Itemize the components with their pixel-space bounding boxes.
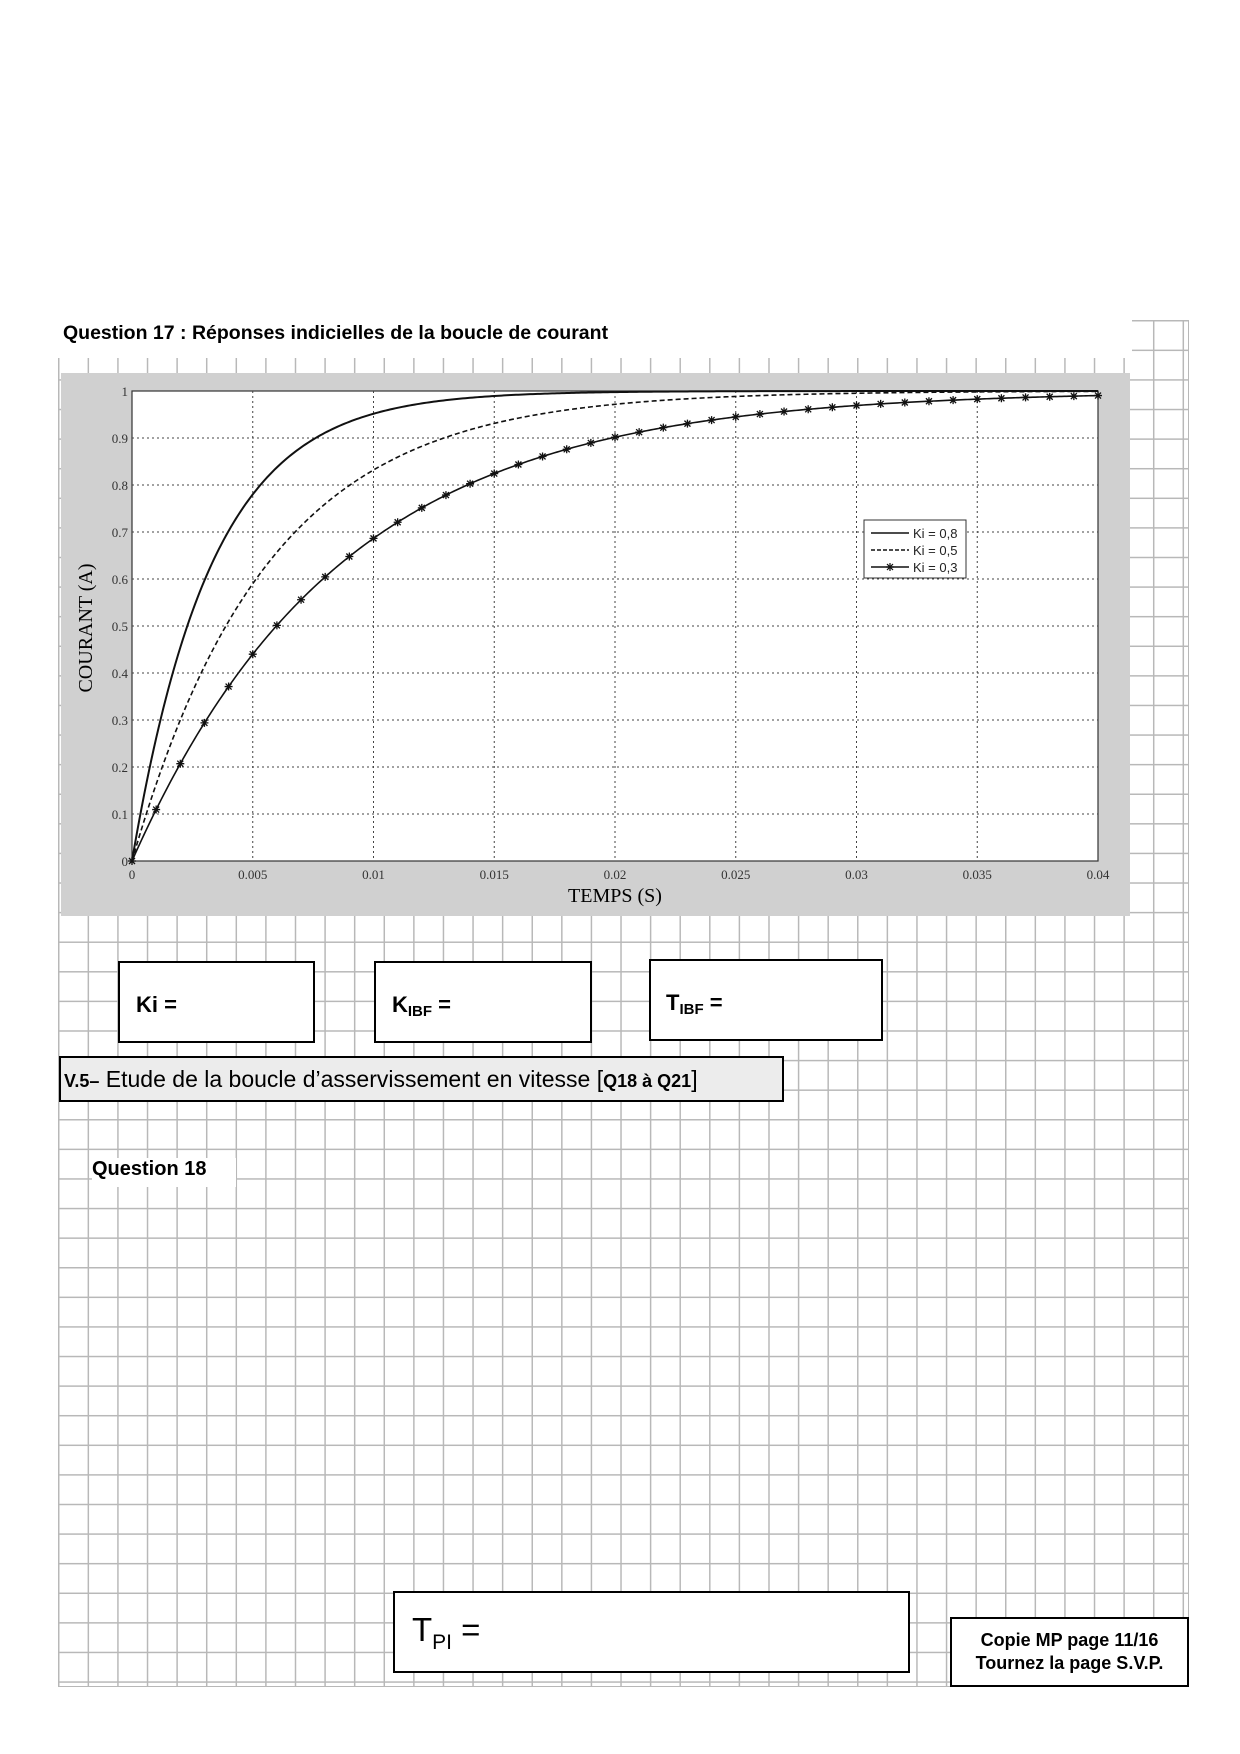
x-tick-label: 0 — [128, 867, 136, 882]
y-tick-label: 0.7 — [111, 525, 128, 540]
tpi-subscript: PI — [432, 1631, 453, 1654]
tibf-subscript: IBF — [679, 1001, 704, 1018]
y-tick-label: 1 — [121, 384, 128, 399]
series-3-star-marker — [442, 491, 450, 499]
y-axis-label: COURANT (A) — [75, 563, 97, 693]
x-tick-label: 0.04 — [1086, 867, 1110, 882]
tibf-label — [666, 990, 723, 1018]
section-number: V.5– — [64, 1071, 100, 1091]
series-3-star-marker — [539, 452, 547, 460]
legend-star-marker — [886, 563, 894, 571]
series-3-star-marker — [128, 857, 136, 865]
series-3-star-marker — [249, 650, 257, 658]
kibf-label — [392, 992, 451, 1020]
tibf-answer-box[interactable] — [649, 959, 883, 1041]
series-3-star-marker — [1022, 393, 1030, 401]
series-3-star-marker — [297, 596, 305, 604]
series-3-star-marker — [877, 400, 885, 408]
series-3-star-marker — [394, 518, 402, 526]
y-tick-label: 0.4 — [111, 666, 128, 681]
series-3-star-marker — [200, 719, 208, 727]
y-tick-label: 0.3 — [111, 713, 128, 728]
series-3-star-marker — [563, 445, 571, 453]
y-tick-label: 0.6 — [111, 572, 128, 587]
legend-label-2: Ki = 0,5 — [913, 543, 958, 558]
series-3-star-marker — [949, 396, 957, 404]
series-3-star-marker — [732, 413, 740, 421]
tpi-answer-box[interactable] — [393, 1591, 910, 1673]
series-3-star-marker — [152, 806, 160, 814]
section-heading — [59, 1056, 784, 1102]
x-tick-label: 0.015 — [479, 867, 509, 882]
series-3-star-marker — [466, 480, 474, 488]
kibf-equals: = — [432, 992, 452, 1017]
y-tick-label: 0.9 — [111, 431, 128, 446]
series-3-star-marker — [1070, 392, 1078, 400]
page-footer-box — [950, 1617, 1189, 1687]
legend-label-1: Ki = 0,8 — [913, 526, 958, 541]
series-3-star-marker — [176, 760, 184, 768]
series-3-star-marker — [828, 403, 836, 411]
series-3-star-marker — [587, 439, 595, 447]
question-18-title: Question 18 — [92, 1158, 236, 1187]
y-tick-label: 0 — [121, 854, 128, 869]
series-3-star-marker — [804, 405, 812, 413]
turn-page-note: Tournez la page S.V.P. — [975, 1653, 1164, 1673]
question-17-title: Question 17 : Réponses indicielles de la boucle de courant — [63, 322, 609, 344]
series-3-star-marker — [659, 424, 667, 432]
series-3-star-marker — [1094, 392, 1102, 400]
y-tick-label: 0.5 — [111, 619, 128, 634]
series-3-star-marker — [756, 410, 764, 418]
x-tick-label: 0.03 — [845, 867, 868, 882]
series-3-star-marker — [708, 416, 716, 424]
section-close-bracket: ] — [691, 1066, 698, 1092]
page-number: Copie MP page 11/16 — [980, 1630, 1159, 1650]
series-3-star-marker — [345, 553, 353, 561]
kibf-main: K — [392, 992, 408, 1017]
section-question-range: Q18 à Q21 — [603, 1071, 692, 1091]
chart-legend — [864, 520, 966, 578]
x-tick-label: 0.005 — [238, 867, 268, 882]
series-3-star-marker — [225, 683, 233, 691]
series-3-star-marker — [514, 461, 522, 469]
tibf-main: T — [666, 990, 680, 1015]
x-axis-label: TEMPS (S) — [568, 885, 662, 907]
series-3-star-marker — [635, 428, 643, 436]
series-3-star-marker — [925, 397, 933, 405]
series-3-star-marker — [370, 534, 378, 542]
tibf-equals: = — [703, 990, 723, 1015]
series-3-star-marker — [321, 573, 329, 581]
kibf-answer-box[interactable] — [374, 961, 592, 1043]
x-tick-label: 0.01 — [362, 867, 385, 882]
series-3-star-marker — [490, 470, 498, 478]
series-3-star-marker — [973, 395, 981, 403]
tpi-main: T — [412, 1611, 433, 1648]
x-tick-label: 0.02 — [603, 867, 627, 882]
chart-svg — [61, 373, 1130, 916]
series-3-star-marker — [418, 504, 426, 512]
series-3-star-marker — [853, 401, 861, 409]
series-3-star-marker — [273, 621, 281, 629]
step-response-chart — [61, 373, 1130, 916]
section-title: Etude de la boucle d’asservissement en vitesse [ — [99, 1066, 604, 1092]
tpi-label — [412, 1611, 480, 1655]
series-3-star-marker — [1046, 393, 1054, 401]
legend-label-3: Ki = 0,3 — [913, 560, 958, 575]
series-3-star-marker — [901, 398, 909, 406]
series-3-star-marker — [611, 433, 619, 441]
x-tick-label: 0.025 — [721, 867, 751, 882]
series-3-star-marker — [997, 394, 1005, 402]
y-tick-label: 0.8 — [111, 478, 128, 493]
kibf-subscript: IBF — [407, 1003, 433, 1020]
series-3-star-marker — [780, 408, 788, 416]
x-tick-label: 0.035 — [962, 867, 992, 882]
ki-answer-box[interactable] — [118, 961, 315, 1043]
y-tick-label: 0.1 — [111, 807, 128, 822]
series-3-star-marker — [683, 420, 691, 428]
tpi-equals: = — [452, 1611, 481, 1648]
ki-label: Ki = — [136, 992, 177, 1017]
y-tick-label: 0.2 — [111, 760, 128, 775]
